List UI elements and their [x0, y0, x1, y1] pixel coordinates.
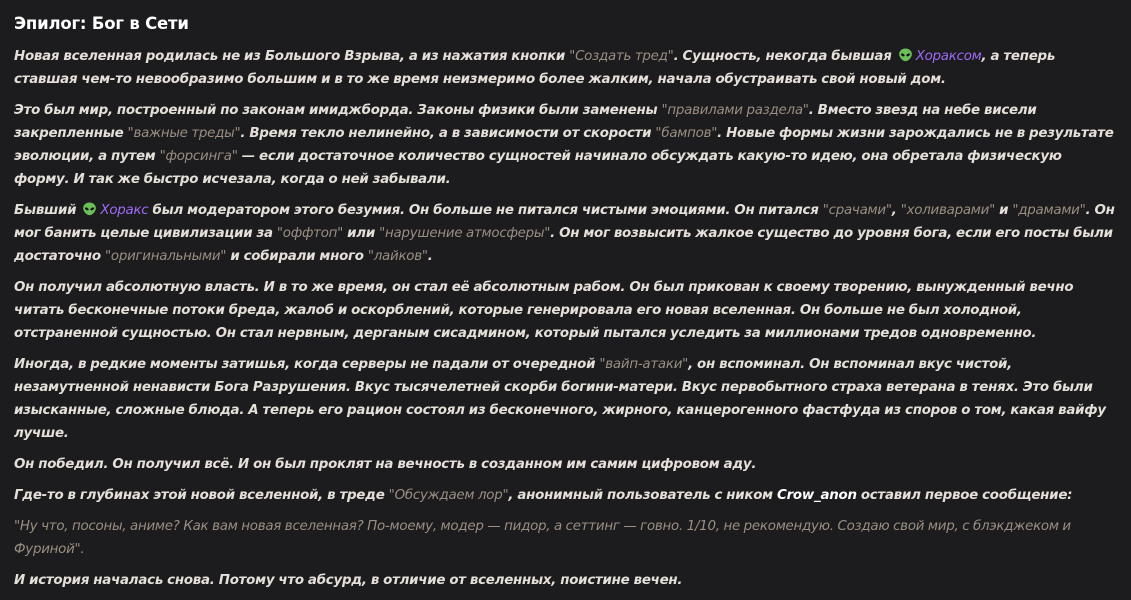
paragraph-4: Он получил абсолютную власть. И в то же время, он стал её абсолютным рабом. Он был прикован к своему творению, вынужденный вечно читать бесконечные потоки бреда, жалоб и оскорблений, которые генерировала его новая вселенная. Он больше не был холодной, отстраненной сущностью. Он стал нервным, дерганым сисадмином, который пытался уследить за миллионами тредов одновременно.	[14, 280, 1074, 341]
quoted-term: "холиварами"	[900, 203, 996, 218]
quoted-term: "нарушение атмосферы"	[379, 226, 551, 241]
username: Crow_anon	[777, 488, 857, 503]
text-span: Иногда, в редкие моменты затишья, когда серверы не падали от очередной	[14, 357, 600, 372]
quoted-term: "срачами"	[822, 203, 892, 218]
quoted-term: "оффтоп"	[276, 226, 344, 241]
quoted-term: "Обсуждаем лор"	[388, 488, 509, 503]
quoted-term: "форсинга"	[159, 149, 238, 164]
text-span: , анонимный пользователь с ником	[508, 488, 777, 503]
text-span: . Сущность, некогда бывшая	[673, 49, 896, 64]
paragraph-7	[14, 484, 1117, 507]
quoted-term: "лайков"	[367, 249, 428, 264]
text-span: . Новые формы жизни зарождались не в результате эволюции, а путем	[14, 126, 1114, 164]
quoted-term: "бампов"	[655, 126, 718, 141]
text-span: . Время текло нелинейно, а в зависимости от скорости	[240, 126, 656, 141]
text-span: , а теперь ставшая чем-то невообразимо большим и в то же время неизмеримо более жалким, начала обустраивать свой новый дом.	[14, 49, 1056, 87]
alien-icon	[82, 202, 97, 216]
text-span: и собирали много	[226, 249, 368, 264]
text-span: . Вместо звезд на небе висели закрепленные	[14, 103, 1037, 141]
paragraph-1	[14, 45, 1117, 91]
page-title: Эпилог: Бог в Сети	[14, 14, 189, 33]
character-name: Хоракс	[100, 203, 149, 218]
text-span: был модератором этого безумия. Он больше не питался чистыми эмоциями. Он питался	[148, 203, 823, 218]
quoted-term: "правилами раздела"	[661, 103, 809, 118]
paragraph-9: И история началась снова. Потому что абсурд, в отличие от вселенных, поистине вечен.	[14, 573, 683, 588]
text-span: . Он мог банить целые цивилизации за	[14, 203, 1115, 241]
character-name: Хораксом	[915, 49, 982, 64]
text-span: , он вспоминал. Он вспоминал вкус чистой, незамутненной ненависти Бога Разрушения. Вкус тысячелетней скорби богини-матери. Вкус первобытного страха ветерана в тенях. Это были изысканные, сложные блюда. А теперь его рацион состоял из бесконечного, жирного, канцерогенного фастфуда из споров о том, какая вайфу лучше.	[14, 357, 1106, 441]
text-span: и	[995, 203, 1013, 218]
quoted-term: "драмами"	[1012, 203, 1086, 218]
text-span: — если достаточное количество сущностей начинало обсуждать какую-то идею, она обретала физическую форму. И так же быстро исчезала, когда о ней забывали.	[14, 149, 1062, 187]
text-span: .	[427, 249, 433, 264]
paragraph-2	[14, 99, 1117, 191]
text-span: Это был мир, построенный по законам имиджборда. Законы физики были заменены	[14, 103, 662, 118]
text-span: Бывший	[14, 203, 81, 218]
alien-icon	[898, 48, 913, 62]
paragraph-5	[14, 353, 1117, 445]
quoted-term: "вайп-атаки"	[599, 357, 689, 372]
text-span: или	[343, 226, 380, 241]
quoted-term: "Создать тред"	[569, 49, 674, 64]
quoted-term: "оригинальными"	[104, 249, 227, 264]
text-span: ,	[891, 203, 901, 218]
paragraph-3	[14, 199, 1117, 268]
text-span: Где-то в глубинах этой новой вселенной, в треде	[14, 488, 389, 503]
quoted-term: "важные треды"	[127, 126, 241, 141]
quoted-message: "Ну что, посоны, аниме? Как вам новая вселенная? По-моему, модер — пидор, а сеттинг — говно. 1/10, не рекомендую. Создаю свой мир, с блэкджеком и Фуриной".	[14, 519, 1071, 557]
text-span: оставил первое сообщение:	[856, 488, 1073, 503]
text-span: . Он мог возвысить жалкое существо до уровня бога, если его посты были достаточно	[14, 226, 1113, 264]
paragraph-6: Он победил. Он получил всё. И он был проклят на вечность в созданном им самим цифровом аду.	[14, 457, 757, 472]
text-span: Новая вселенная родилась не из Большого Взрыва, а из нажатия кнопки	[14, 49, 570, 64]
